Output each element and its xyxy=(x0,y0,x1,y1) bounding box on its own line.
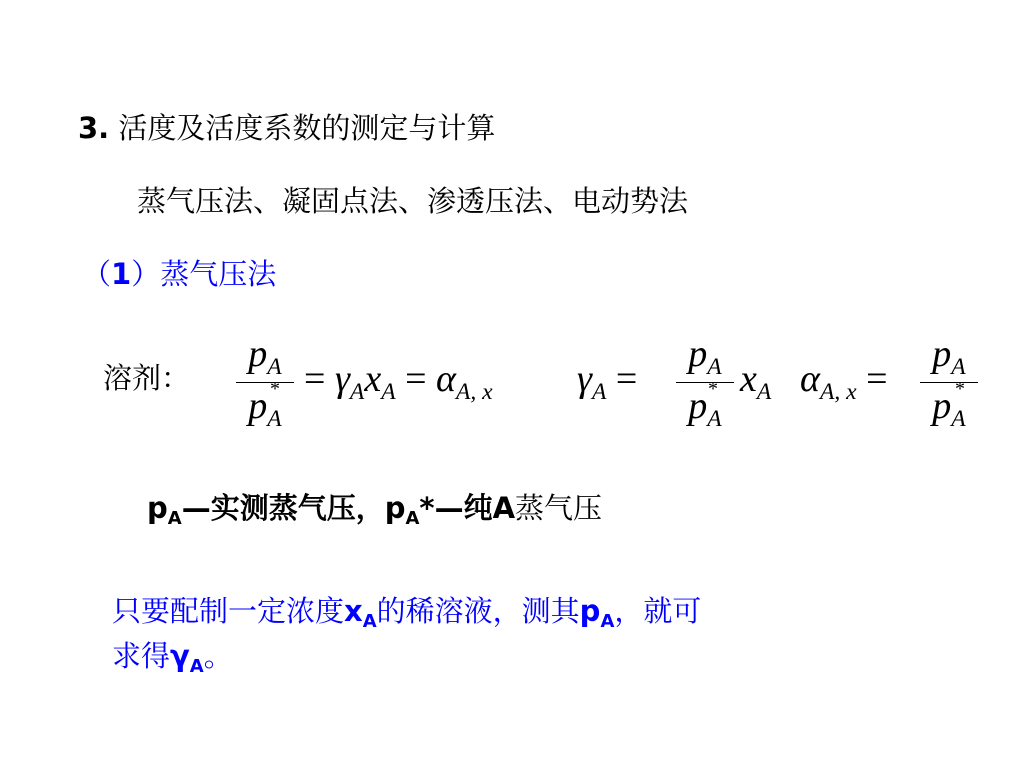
x-symbol: x xyxy=(344,594,363,628)
note-line-2 xyxy=(112,634,233,675)
fraction-pA-over-pAstar-2 xyxy=(676,332,734,433)
note-text: 只要配制一定浓度 xyxy=(112,594,345,628)
gamma-symbol: γ xyxy=(577,358,592,400)
paren-open: （ xyxy=(82,257,112,291)
denominator: pA xyxy=(248,385,282,432)
star-symbol: * xyxy=(419,491,435,525)
section-title: 活度及活度系数的测定与计算 xyxy=(118,111,496,145)
alpha-symbol: α xyxy=(436,358,456,400)
gamma-symbol: γ xyxy=(334,358,350,400)
definition-pure-tail: 蒸气压 xyxy=(515,491,603,525)
equals-sign: = xyxy=(304,358,326,400)
subscript-Ax: A, x xyxy=(819,378,857,405)
numerator: pA xyxy=(248,333,282,380)
x-symbol: x xyxy=(740,358,757,400)
component-A: A xyxy=(492,491,516,525)
subscript-A: A xyxy=(591,378,607,405)
note-text: ，就可 xyxy=(614,594,702,628)
subscript-A: A xyxy=(600,610,615,632)
fraction-bar xyxy=(236,382,294,383)
subsection-title: 蒸气压法 xyxy=(160,257,277,291)
subsection-heading xyxy=(82,252,276,293)
note-line-1 xyxy=(112,589,701,630)
equals-sign: = xyxy=(615,358,638,400)
subsection-number: 1 xyxy=(111,257,132,291)
equals-sign: = xyxy=(866,358,888,400)
section-heading xyxy=(78,106,495,147)
subscript-A: A xyxy=(405,507,420,529)
equals-sign: = xyxy=(405,358,427,400)
denominator: pA xyxy=(688,385,722,432)
note-period: 。 xyxy=(203,639,233,673)
gamma-symbol: γ xyxy=(170,639,190,673)
star-3: * xyxy=(955,378,965,400)
alpha-symbol: α xyxy=(800,358,820,400)
subscript-A: A xyxy=(381,378,396,405)
equation-3-lhs xyxy=(800,357,888,406)
solvent-label: 溶剂： xyxy=(103,361,191,395)
equation-2-lhs xyxy=(577,357,637,406)
numerator: pA xyxy=(688,333,722,380)
p-symbol: p xyxy=(384,491,406,525)
methods-list: 蒸气压法、凝固点法、渗透压法、电动势法 xyxy=(137,184,689,218)
definition-pure-prefix: —纯 xyxy=(434,491,493,525)
subscript-A: A xyxy=(189,655,204,677)
fraction-pA-over-pAstar-3 xyxy=(920,332,978,433)
fraction-pA-over-pAstar-1 xyxy=(236,332,294,433)
section-number: 3. xyxy=(78,111,110,145)
equation-2-x xyxy=(740,357,771,406)
p-symbol: p xyxy=(147,491,168,525)
p-symbol: p xyxy=(579,594,601,628)
note-text: 求得 xyxy=(112,639,171,673)
subscript-A: A xyxy=(362,610,377,632)
x-symbol: x xyxy=(364,358,382,400)
definition-pA: —实测蒸气压， xyxy=(181,491,385,525)
numerator: pA xyxy=(932,333,966,380)
paren-close: ） xyxy=(131,257,161,291)
fraction-bar xyxy=(676,382,734,383)
subscript-A: A xyxy=(756,378,772,405)
definitions-line xyxy=(147,486,602,527)
subscript-Ax: A, x xyxy=(455,378,493,405)
fraction-bar xyxy=(920,382,978,383)
subscript-A: A xyxy=(349,378,365,405)
star-2: * xyxy=(708,378,718,400)
subscript-A: A xyxy=(167,507,182,529)
star-1: * xyxy=(270,378,280,400)
note-text: 的稀溶液，测其 xyxy=(376,594,580,628)
denominator: pA xyxy=(932,385,966,432)
equation-1-rhs xyxy=(304,357,493,406)
